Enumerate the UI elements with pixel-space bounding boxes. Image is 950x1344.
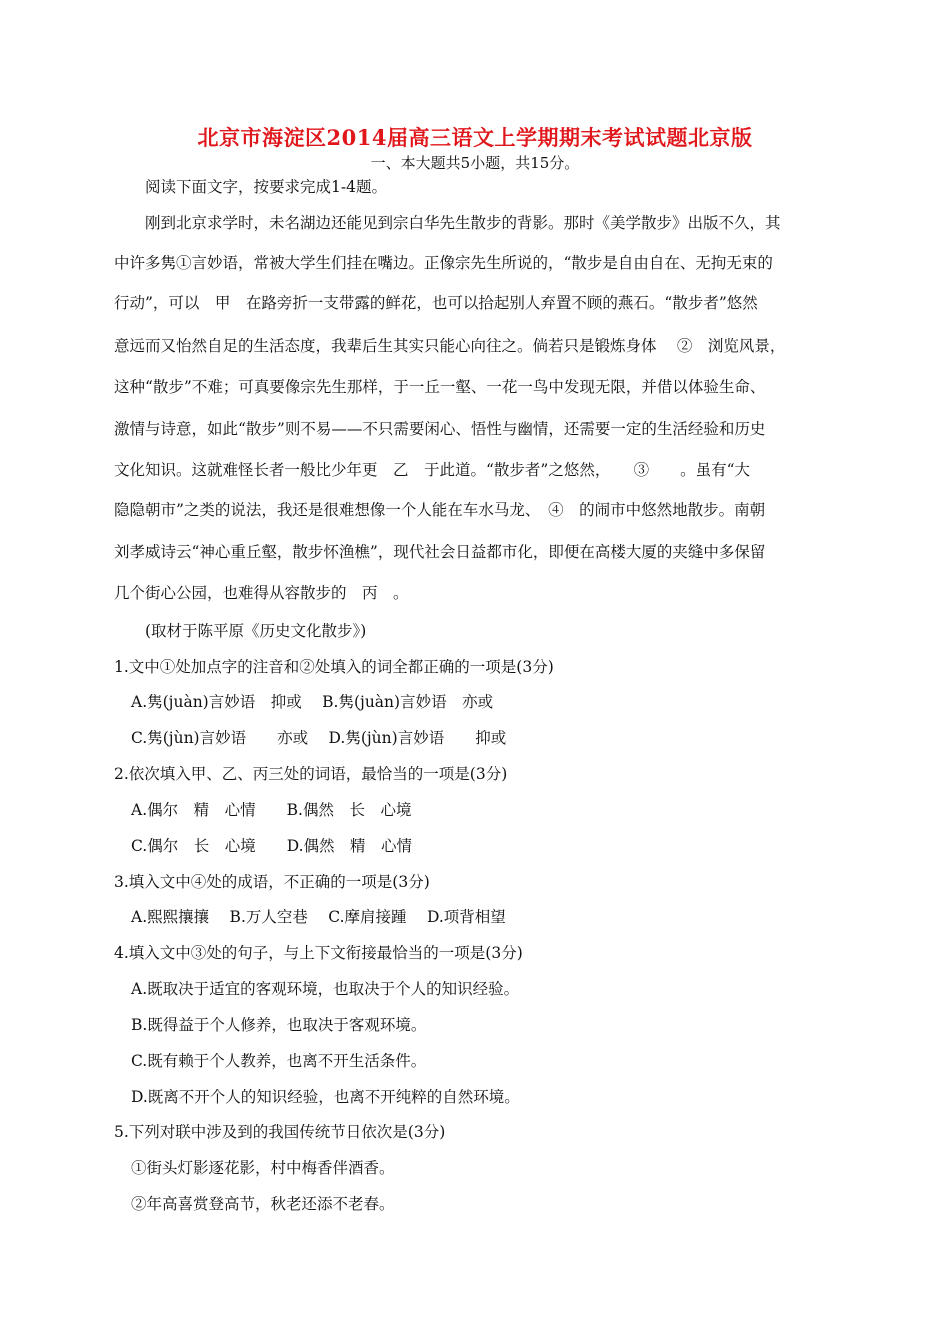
couplet-line: ②年高喜赏登高节，秋老还添不老春。: [131, 1195, 395, 1213]
passage-line: 刚到北京求学时，未名湖边还能见到宗白华先生散步的背影。那时《美学散步》出版不久，其: [145, 214, 781, 232]
question-stem: 5.下列对联中涉及到的我国传统节日依次是(3分): [114, 1123, 446, 1141]
question-options: C.隽(jùn)言妙语 亦或 D.隽(jùn)言妙语 抑或: [131, 729, 507, 747]
passage-line: 这种“散步”不难；可真要像宗先生那样，于一丘一壑、一花一鸟中发现无限，并借以体验生命、: [114, 378, 766, 396]
passage-line: 行动”，可以 甲 在路旁折一支带露的鲜花，也可以拾起别人弃置不顾的燕石。“散步者”悠然: [114, 294, 758, 312]
question-options: A.隽(juàn)言妙语 抑或 B.隽(juàn)言妙语 亦或: [131, 693, 494, 711]
question-options: A.熙熙攘攘 B.万人空巷 C.摩肩接踵 D.项背相望: [131, 908, 506, 926]
document-title: 北京市海淀区2014届高三语文上学期期末考试试题北京版: [197, 125, 753, 150]
question-option: B.既得益于个人修养，也取决于客观环境。: [131, 1016, 427, 1034]
question-option: A.既取决于适宜的客观环境，也取决于个人的知识经验。: [131, 980, 520, 998]
question-option: D.既离不开个人的知识经验，也离不开纯粹的自然环境。: [131, 1088, 520, 1106]
question-stem: 3.填入文中④处的成语，不正确的一项是(3分): [114, 873, 430, 891]
question-options: C.偶尔 长 心境 D.偶然 精 心情: [131, 837, 413, 855]
source-citation: (取材于陈平原《历史文化散步》): [145, 622, 367, 640]
passage-line: 中许多隽①言妙语，常被大学生们挂在嘴边。正像宗先生所说的，“散步是自由自在、无拘无束的: [114, 254, 773, 272]
question-stem: 2.依次填入甲、乙、丙三处的词语，最恰当的一项是(3分): [114, 765, 508, 783]
passage-line: 刘孝威诗云“神心重丘壑，散步怀渔樵”，现代社会日益都市化，即便在高楼大厦的夹缝中多保留: [114, 543, 766, 561]
passage-line: 激情与诗意，如此“散步”则不易——不只需要闲心、悟性与幽情，还需要一定的生活经验和历史: [114, 420, 766, 438]
passage-line: 意远而又怡然自足的生活态度，我辈后生其实只能心向往之。倘若只是锻炼身体 ② 浏览风景，: [114, 337, 786, 355]
instruction-text: 阅读下面文字，按要求完成1-4题。: [145, 178, 387, 196]
question-stem: 1.文中①处加点字的注音和②处填入的词全都正确的一项是(3分): [114, 658, 554, 676]
passage-line: 隐隐朝市”之类的说法，我还是很难想像一个人能在车水马龙、 ④ 的闹市中悠然地散步。南朝: [114, 501, 766, 519]
passage-line: 几个街心公园，也难得从容散步的 丙 。: [114, 584, 409, 602]
question-option: C.既有赖于个人教养，也离不开生活条件。: [131, 1052, 427, 1070]
question-options: A.偶尔 精 心情 B.偶然 长 心境: [131, 801, 412, 819]
couplet-line: ①街头灯影逐花影，村中梅香伴酒香。: [131, 1159, 395, 1177]
passage-line: 文化知识。这就难怪长者一般比少年更 乙 于此道。“散步者”之悠然， ③ 。虽有“大: [114, 461, 751, 479]
question-stem: 4.填入文中③处的句子，与上下文衔接最恰当的一项是(3分): [114, 944, 523, 962]
section-heading: 一、本大题共5小题，共15分。: [370, 154, 580, 172]
